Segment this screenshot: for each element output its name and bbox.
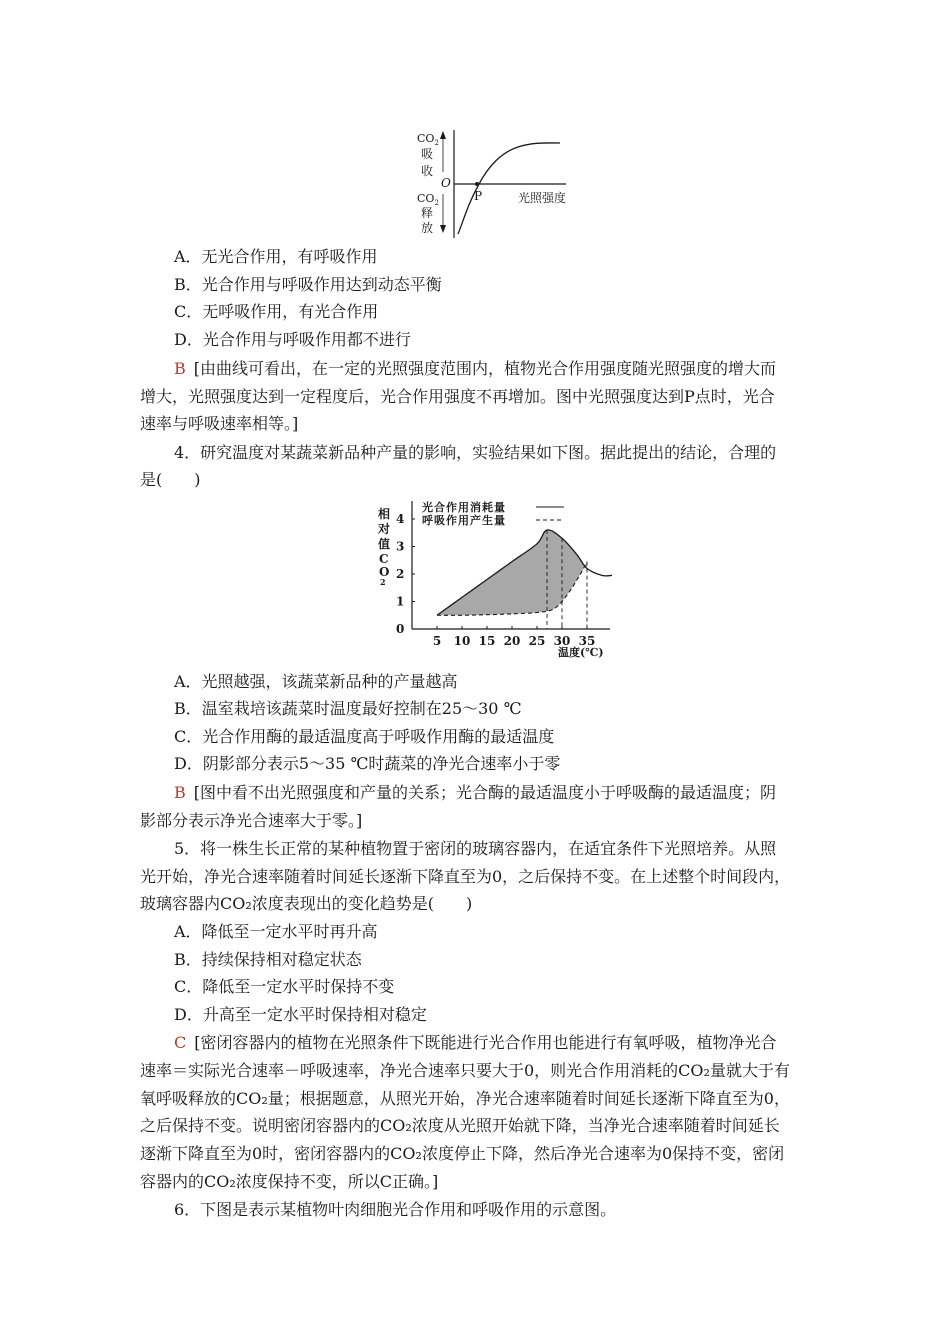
fig2-ylabel-0: 相 <box>378 507 391 521</box>
fig1-down-arrowhead <box>440 225 446 233</box>
fig1-point-label: P <box>474 189 483 203</box>
fig2-x-tick-label-15: 15 <box>478 634 496 648</box>
q5-option-c: C．降低至一定水平时保持不变 <box>174 977 395 996</box>
fig2-x-tick-label-30: 30 <box>553 634 571 648</box>
q5-answer-letter: C <box>174 1033 187 1052</box>
q3-option-a: A．无光合作用，有呼吸作用 <box>174 247 378 266</box>
q5-answer-line5: 逐渐下降直至为0时，密闭容器内的CO₂浓度停止下降，然后净光合速率为0保持不变，密闭 <box>140 1144 785 1163</box>
q6-stem: 6．下图是表示某植物叶肉细胞光合作用和呼吸作用的示意图。 <box>174 1200 617 1219</box>
figure-light-curve <box>408 124 588 242</box>
q4-stem-line2: 是( ) <box>140 470 201 489</box>
fig1-point-p <box>475 182 479 186</box>
q5-option-a: A．降低至一定水平时再升高 <box>174 922 378 941</box>
figure-temperature-chart <box>370 495 620 667</box>
q5-option-d: D．升高至一定水平时保持相对稳定 <box>174 1005 427 1024</box>
fig1-x-label: 光照强度 <box>518 191 567 205</box>
q3-answer-line1 <box>174 359 776 379</box>
fig2-x-tick-label-35: 35 <box>578 634 596 648</box>
q4-answer-letter: B <box>174 783 186 802</box>
q3-answer-letter: B <box>174 359 186 378</box>
q4-option-a: A．光照越强，该蔬菜新品种的产量越高 <box>174 672 458 691</box>
q4-stem-line1: 4．研究温度对某蔬菜新品种产量的影响，实验结果如下图。据此提出的结论，合理的 <box>174 443 777 462</box>
q4-option-c: C．光合作用酶的最适温度高于呼吸作用酶的最适温度 <box>174 727 555 746</box>
q4-answer-text1: [图中看不出光照强度和产量的关系；光合酶的最适温度小于呼吸酶的最适温度；阴 <box>193 783 777 802</box>
q4-option-d: D．阴影部分表示5～35 ℃时蔬菜的净光合速率小于零 <box>174 754 561 773</box>
q5-answer-line4: 之后保持不变。说明密闭容器内的CO₂浓度从光照开始就下降，当净光合速率随着时间延长 <box>140 1116 780 1135</box>
q5-answer-line3: 氧呼吸释放的CO₂量；根据题意，从照光开始，净光合速率随着时间延长逐渐下降直至为0， <box>140 1089 790 1108</box>
q4-answer-line1 <box>174 783 776 803</box>
fig2-ylabel-1: 对 <box>378 522 391 536</box>
q5-answer-text1: [密闭容器内的植物在光照条件下既能进行光合作用也能进行有氧呼吸，植物净光合 <box>194 1033 777 1052</box>
fig2-y-tick-label-4: 4 <box>396 512 405 526</box>
q3-option-d: D．光合作用与呼吸作用都不进行 <box>174 330 411 349</box>
fig1-y-top-2: 收 <box>421 164 434 178</box>
fig2-x-tick-label-5: 5 <box>432 634 442 648</box>
fig2-x-tick-label-25: 25 <box>528 634 546 648</box>
fig1-y-top-1: 吸 <box>421 147 434 161</box>
q5-answer-line6: 容器内的CO₂浓度保持不变，所以C正确。] <box>140 1172 439 1191</box>
fig2-y-tick-label-3: 3 <box>396 539 405 554</box>
fig2-ylabel-4: O <box>379 565 390 579</box>
fig2-y-tick-label-1: 1 <box>396 594 405 609</box>
q3-option-c: C．无呼吸作用，有光合作用 <box>174 302 379 321</box>
q5-answer-line2: 速率＝实际光合速率－呼吸速率，净光合速率只要大于0，则光合作用消耗的CO₂量就大于有 <box>140 1061 790 1080</box>
fig2-legend-photo: 光合作用消耗量 <box>422 501 506 514</box>
q3-answer-line2: 增大，光照强度达到一定程度后，光合作用强度不再增加。图中光照强度达到P点时，光合 <box>140 387 775 406</box>
fig1-y-bottom-1: 释 <box>421 206 434 220</box>
fig2-ylabel-2: 值 <box>378 537 391 551</box>
q3-option-b: B．光合作用与呼吸作用达到动态平衡 <box>174 275 442 294</box>
fig2-ylabel-3: C <box>379 552 389 566</box>
fig2-x-tick-label-20: 20 <box>503 634 521 648</box>
fig2-xlabel: 温度(℃) <box>558 646 604 659</box>
fig1-y-bottom-co2: $CO_2$ <box>417 192 439 207</box>
fig2-x-tick-label-10: 10 <box>453 634 471 648</box>
fig1-y-top-co2: $CO_2$ <box>417 132 439 147</box>
fig1-up-arrowhead <box>440 131 446 139</box>
q4-option-b: B．温室栽培该蔬菜时温度最好控制在25～30 ℃ <box>174 699 522 718</box>
fig1-y-bottom-2: 放 <box>421 221 434 235</box>
q3-answer-line3: 速率与呼吸速率相等。] <box>140 414 299 433</box>
fig2-shaded-area <box>437 530 587 615</box>
q5-stem-line2: 光开始，净光合速率随着时间延长逐渐下降直至为0，之后保持不变。在上述整个时间段内， <box>140 867 791 886</box>
q3-answer-text1: [由曲线可看出，在一定的光照强度范围内，植物光合作用强度随光照强度的增大而 <box>193 359 777 378</box>
q5-stem-line3: 玻璃容器内CO₂浓度表现出的变化趋势是( ) <box>140 894 473 913</box>
q4-answer-line2: 影部分表示净光合速率大于零。] <box>140 811 363 830</box>
fig2-legend-resp: 呼吸作用产生量 <box>422 514 506 527</box>
fig2-y-tick-label-2: 2 <box>396 567 405 581</box>
fig2-y-tick-label-0: 0 <box>396 622 405 636</box>
q5-option-b: B．持续保持相对稳定状态 <box>174 950 362 969</box>
q5-answer-line1 <box>174 1033 777 1053</box>
fig2-ylabel-sub: 2 <box>380 577 386 587</box>
q5-stem-line1: 5．将一株生长正常的某种植物置于密闭的玻璃容器内，在适宜条件下光照培养。从照 <box>174 839 777 858</box>
fig1-origin: O <box>441 176 451 190</box>
